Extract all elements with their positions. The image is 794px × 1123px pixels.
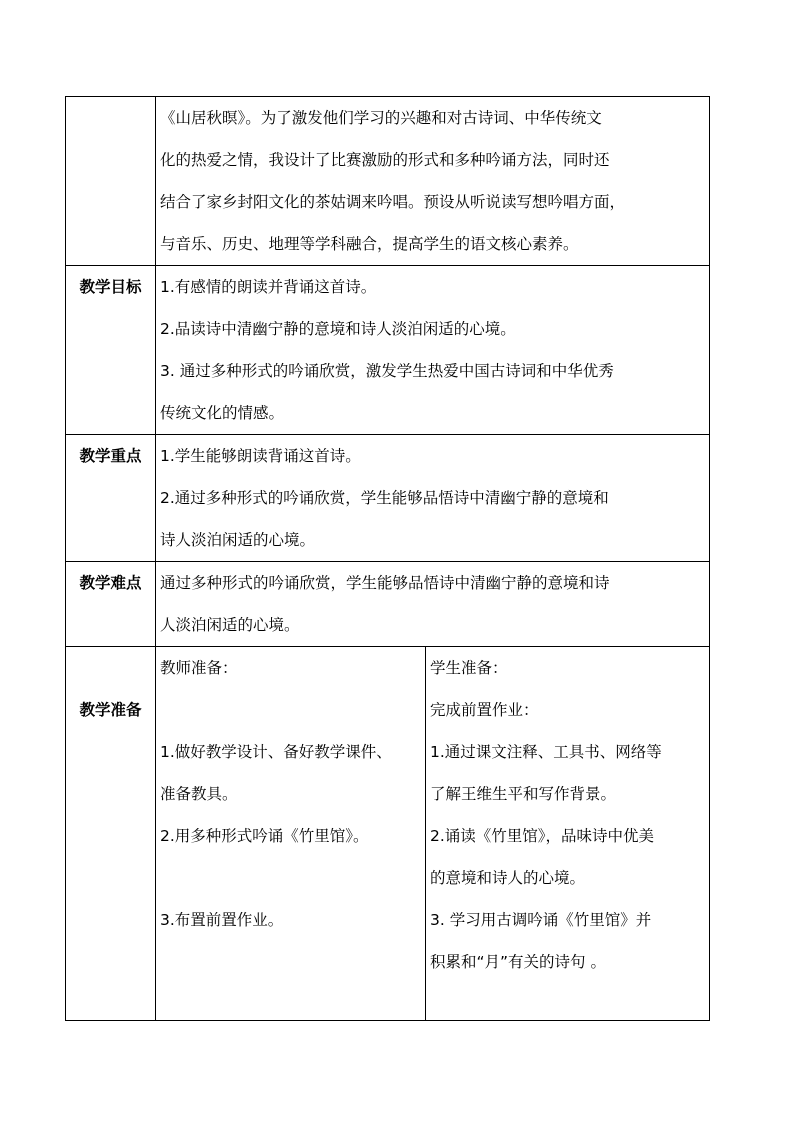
teacher-prep-line (160, 689, 421, 731)
teacher-prep-line: 准备教具。 (160, 785, 238, 803)
objective-line: 2.品读诗中清幽宁静的意境和诗人淡泊闲适的心境。 (160, 320, 516, 338)
student-preparation (426, 647, 710, 1021)
student-prep-line: 了解王维生平和写作背景。 (430, 785, 617, 803)
intro-line: 化的热爱之情，我设计了比赛激励的形式和多种吟诵方法，同时还 (160, 151, 610, 169)
intro-text (156, 97, 710, 266)
student-prep-line: 3. 学习用古调吟诵《竹里馆》并 (430, 911, 652, 929)
lesson-plan-table (65, 96, 710, 1021)
student-prep-title: 学生准备： (430, 659, 508, 677)
objectives-label: 教学目标 (66, 266, 156, 435)
key-points-text (156, 435, 710, 562)
teacher-prep-line: 1.做好教学设计、备好教学课件、 (160, 743, 392, 761)
key-point-line: 诗人淡泊闲适的心境。 (160, 531, 316, 549)
key-points-row (66, 435, 710, 562)
student-prep-line: 积累和“月”有关的诗句 。 (430, 953, 606, 971)
difficulties-row (66, 562, 710, 647)
teacher-preparation (156, 647, 426, 1021)
teacher-prep-line (160, 857, 421, 899)
objective-line: 3. 通过多种形式的吟诵欣赏，激发学生热爱中国古诗词和中华优秀 (160, 362, 614, 380)
difficulties-label: 教学难点 (66, 562, 156, 647)
preparation-row (66, 647, 710, 1021)
key-point-line: 1.学生能够朗读背诵这首诗。 (160, 447, 361, 465)
key-point-line: 2.通过多种形式的吟诵欣赏，学生能够品悟诗中清幽宁静的意境和 (160, 489, 609, 507)
intro-row (66, 97, 710, 266)
objective-line: 1.有感情的朗读并背诵这首诗。 (160, 278, 377, 296)
difficulties-text (156, 562, 710, 647)
student-prep-line: 的意境和诗人的心境。 (430, 869, 586, 887)
objective-line: 传统文化的情感。 (160, 404, 285, 422)
teacher-prep-line: 2.用多种形式吟诵《竹里馆》。 (160, 827, 369, 845)
key-points-label: 教学重点 (66, 435, 156, 562)
objectives-text (156, 266, 710, 435)
teacher-prep-line: 3.布置前置作业。 (160, 911, 284, 929)
preparation-label: 教学准备 (66, 647, 156, 1021)
student-prep-line: 完成前置作业： (430, 701, 539, 719)
objectives-row (66, 266, 710, 435)
teacher-prep-title: 教师准备： (160, 659, 238, 677)
intro-line: 与音乐、历史、地理等学科融合，提高学生的语文核心素养。 (160, 235, 579, 253)
student-prep-line: 2.诵读《竹里馆》，品味诗中优美 (430, 827, 655, 845)
difficulty-line: 通过多种形式的吟诵欣赏，学生能够品悟诗中清幽宁静的意境和诗 (160, 574, 610, 592)
student-prep-line: 1.通过课文注释、工具书、网络等 (430, 743, 662, 761)
intro-line: 结合了家乡封阳文化的茶姑调来吟唱。预设从听说读写想吟唱方面， (160, 193, 626, 211)
difficulty-line: 人淡泊闲适的心境。 (160, 616, 300, 634)
intro-line: 《山居秋暝》。为了激发他们学习的兴趣和对古诗词、中华传统文 (160, 109, 602, 127)
intro-label (66, 97, 156, 266)
